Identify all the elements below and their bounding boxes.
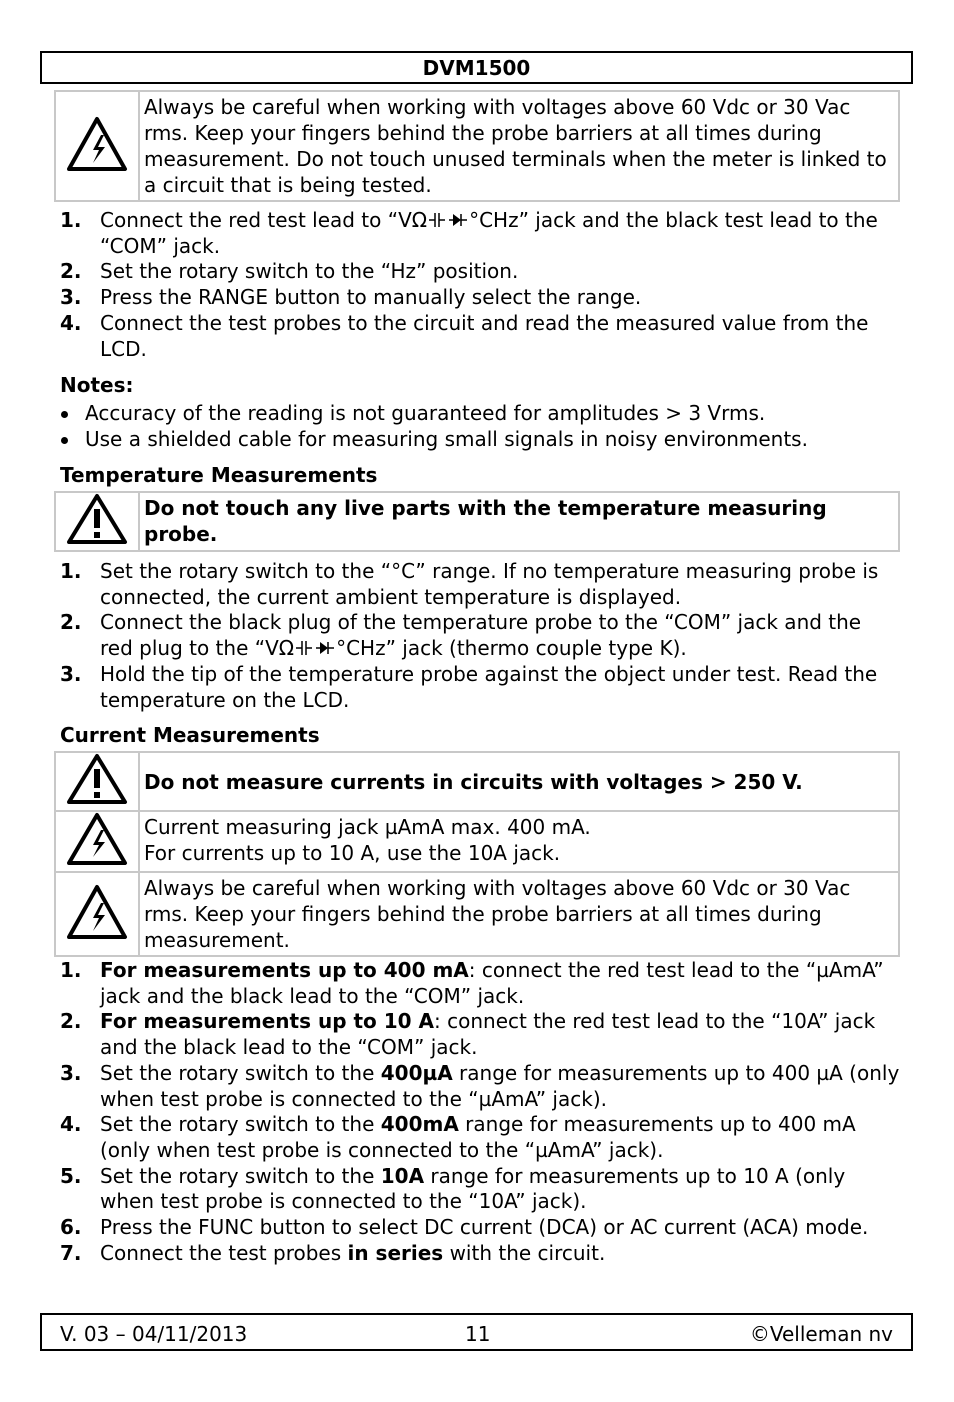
list-item [60, 311, 900, 362]
step-number: 3. [60, 661, 82, 686]
step-bold: 400mA [380, 1112, 459, 1137]
footer-version: V. 03 – 04/11/2013 [60, 1322, 248, 1346]
frequency-warning-box [54, 90, 900, 202]
list-item [60, 285, 900, 311]
list-item [60, 208, 900, 259]
step-bold: 10A [380, 1163, 425, 1188]
step-number: 2. [60, 259, 82, 284]
list-item [60, 1164, 900, 1215]
list-item [60, 1112, 900, 1163]
list-item [60, 1241, 900, 1267]
step-number: 1. [60, 958, 82, 982]
current-voltage-warning-text: Always be careful when working with voltages above 60 Vdc or 30 Vac rms. Keep your fingers behind the probe barriers at all times during measurement. [139, 872, 899, 956]
step-text: Press the RANGE button to manually select the range. [100, 285, 642, 310]
step-pre: Set the rotary switch to the [100, 1060, 381, 1085]
step-text: : connect the red test lead to the “µAmA” jack and the black lead to the “COM” jack. [100, 958, 884, 1008]
temperature-heading: Temperature Measurements [60, 463, 378, 487]
capacitor-diode-icon [294, 636, 336, 660]
step-bold: For measurements up to 10 A [100, 1009, 435, 1034]
step-pre: Set the rotary switch to the [100, 1163, 381, 1188]
notes-list [60, 400, 900, 452]
document-title: DVM1500 [422, 56, 531, 80]
step-number: 1. [60, 559, 82, 583]
list-item [60, 259, 900, 285]
step-bold: For measurements up to 400 mA [100, 958, 469, 982]
note-text: Accuracy of the reading is not guaranteed for amplitudes > 3 Vrms. [85, 401, 766, 425]
step-text: Connect the test probes to the circuit and read the measured value from the LCD. [100, 310, 869, 361]
step-number: 3. [60, 285, 82, 310]
current-jack-warning-line2: For currents up to 10 A, use the 10A jack. [144, 841, 561, 865]
frequency-warning-text: Always be careful when working with voltages above 60 Vdc or 30 Vac rms. Keep your fingers behind the probe barriers at all times during measurement. Do not touch unused terminals when the meter is linked to a circuit that is being tested. [139, 91, 899, 201]
general-warning-icon [55, 492, 139, 551]
electric-shock-warning-icon [55, 872, 139, 956]
list-item [60, 610, 900, 661]
list-item [60, 662, 900, 713]
temperature-warning-text: Do not touch any live parts with the temperature measuring probe. [139, 492, 899, 551]
notes-heading: Notes: [60, 373, 134, 397]
step-text: with the circuit. [443, 1240, 606, 1265]
list-item [60, 958, 900, 1009]
step-text: range for measurements up to 400 µA (only when test probe is connected to the “µAmA” jack). [100, 1060, 900, 1111]
current-warning-box [54, 751, 900, 957]
frequency-steps [60, 208, 900, 362]
list-item [60, 400, 900, 426]
current-heading: Current Measurements [60, 723, 320, 747]
step-text-a: Connect the red test lead to “VΩ [100, 208, 428, 232]
step-bold: in series [347, 1240, 444, 1265]
step-text: range for measurements up to 400 mA (only when test probe is connected to the “µAmA” jack). [100, 1112, 856, 1162]
current-steps [60, 958, 900, 1266]
step-number: 7. [60, 1240, 82, 1265]
current-jack-warning [139, 811, 899, 872]
step-text-b: °CHz” jack and the black test lead to the “COM” jack. [100, 208, 878, 258]
step-number: 2. [60, 610, 82, 635]
page-footer [40, 1313, 913, 1351]
step-bold: 400µA [380, 1060, 453, 1085]
note-text: Use a shielded cable for measuring small signals in noisy environments. [85, 427, 808, 451]
page-header [40, 51, 913, 84]
step-text: Set the rotary switch to the “Hz” position. [100, 259, 519, 284]
list-item [60, 559, 900, 610]
current-warning-text: Do not measure currents in circuits with voltages > 250 V. [139, 752, 899, 811]
step-number: 4. [60, 310, 82, 335]
temperature-steps [60, 559, 900, 713]
list-item [60, 1009, 900, 1060]
list-item [60, 1215, 900, 1241]
step-text: Set the rotary switch to the “°C” range. If no temperature measuring probe is connected, the current ambient temperature is displayed. [100, 559, 879, 609]
step-number: 6. [60, 1215, 82, 1240]
current-jack-warning-line1: Current measuring jack µAmA max. 400 mA. [144, 815, 591, 839]
electric-shock-warning-icon [55, 811, 139, 872]
bullet-icon [61, 411, 68, 418]
temperature-warning-box [54, 491, 900, 552]
step-number: 5. [60, 1163, 82, 1188]
step-number: 1. [60, 208, 82, 232]
step-text-b: °CHz” jack (thermo couple type K). [336, 636, 687, 661]
footer-copyright: ©Velleman nv [749, 1322, 893, 1346]
capacitor-diode-icon [427, 208, 469, 232]
step-number: 4. [60, 1112, 82, 1137]
step-number: 2. [60, 1009, 82, 1034]
electric-shock-warning-icon [55, 91, 139, 201]
list-item [60, 1061, 900, 1112]
step-text: : connect the red test lead to the “10A” jack and the black lead to the “COM” jack. [100, 1009, 876, 1060]
step-pre: Connect the test probes [100, 1240, 348, 1265]
bullet-icon [61, 437, 68, 444]
general-warning-icon [55, 752, 139, 811]
step-text-a: Connect the black plug of the temperature probe to the “COM” jack and the red plug to the “VΩ [100, 610, 862, 661]
step-text: Press the FUNC button to select DC current (DCA) or AC current (ACA) mode. [100, 1215, 869, 1240]
step-text: range for measurements up to 10 A (only when test probe is connected to the “10A” jack). [100, 1163, 846, 1214]
page-number: 11 [465, 1322, 491, 1346]
step-text: Hold the tip of the temperature probe against the object under test. Read the temperature on the LCD. [100, 661, 878, 712]
step-number: 3. [60, 1060, 82, 1085]
step-pre: Set the rotary switch to the [100, 1112, 381, 1137]
list-item [60, 426, 900, 452]
